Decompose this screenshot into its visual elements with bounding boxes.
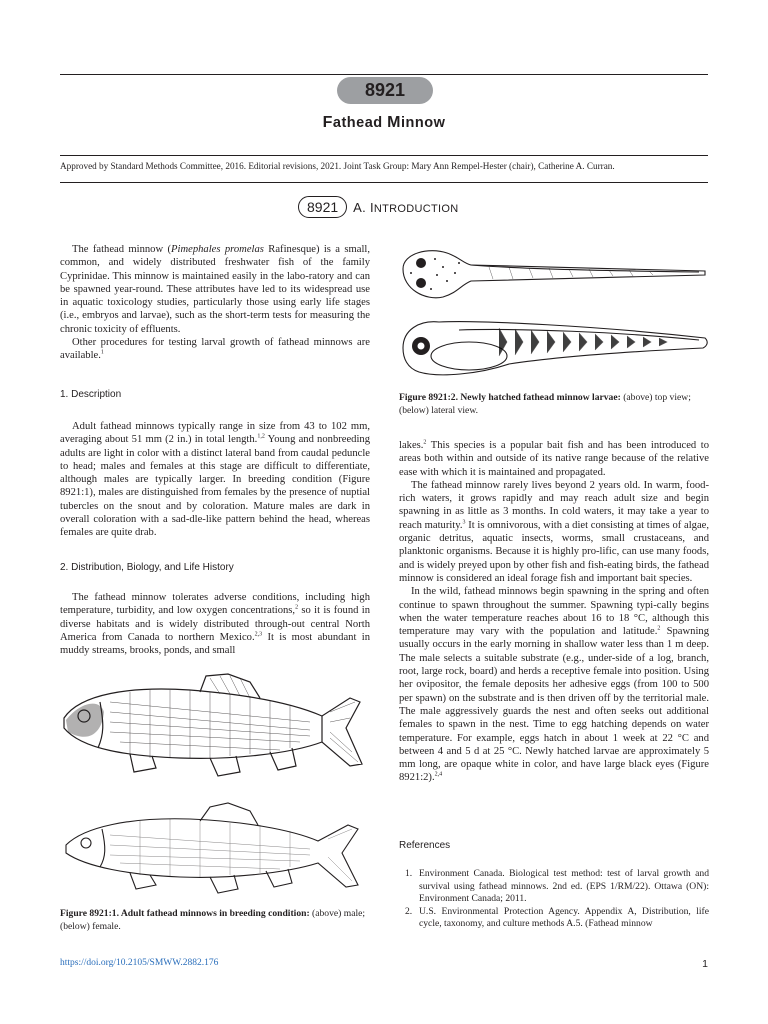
doi-link[interactable]: https://doi.org/10.2105/SMWW.2882.176 — [60, 958, 219, 968]
distribution-text — [60, 591, 370, 657]
description-text — [60, 420, 370, 540]
intro-text — [60, 243, 370, 363]
figure-2-caption: Figure 8921:2. Newly hatched fathead minnow larvae: (above) top view; (below) lateral view. — [399, 392, 691, 416]
section-heading — [298, 196, 458, 220]
references-heading: References — [399, 840, 451, 851]
approval-note: Approved by Standard Methods Committee, 2016. Editorial revisions, 2021. Joint Task Group: Mary Ann Rempel-Hester (chair), Catherine A. Curran. — [60, 161, 615, 171]
life-history-text — [399, 439, 709, 785]
figure-adult-female-fish — [60, 795, 370, 895]
subhead-description: 1. Description — [60, 389, 122, 400]
reference-item: 1. Environment Canada. Biological test method: test of larval growth and survival using fathead minnows. 2nd ed. (EPS 1/RM/22). Ottawa (ON): Environment Canada; 2011. — [405, 868, 709, 904]
figure-adult-male-fish — [60, 672, 370, 782]
method-number-badge: 8921 — [337, 77, 433, 104]
section-title: A. INTRODUCTION — [353, 199, 459, 215]
references-list — [399, 868, 709, 931]
section-number-badge: 8921 — [298, 196, 347, 218]
top-rule — [60, 74, 708, 75]
description-paragraph: Adult fathead minnows typically range in size from 43 to 102 mm, averaging about 51 mm (2 in.) in total length.$^{1,2}$ Young and nonbreeding adults are light in color with a distinct lateral band from caudal peduncle to head; males and females at this stage are difficult to differentiate, although males are typically larger. In breeding condition (Figure 8921:1), males are distinguished from females by the presence of nuptial tubercles on the snout and by coloration. Mature males are dark in overall coloration with a sad-dle-like pattern behind the head, whereas females are quite drab. — [60, 421, 371, 539]
life-history-paragraph-2: The fathead minnow rarely lives beyond 2 years old. In warm, food-rich waters, it grows rapidly and may reach adult size and begin spawning in as little as 3 months. In cold waters, it may take a year to reach maturity.$^3$ It is omnivorous, with a diet consisting at times of algae, organic detritus, aquatic insects, worms, small crustaceans, and planktonic organisms. Because it is highly pro-lific, can use many foods, and is widely preyed upon by other fish and fish-eating birds, the fathead minnow is considered an ideal forage fish and important bait species. — [399, 479, 709, 584]
life-history-paragraph-1: lakes.$^2$ This species is a popular bait fish and has been introduced to areas both within and outside of its native range because of the relative ease with which it is maintained and propagated. — [399, 439, 709, 478]
figure-1-caption: Figure 8921:1. Adult fathead minnows in breeding condition: (above) male; (below) female. — [60, 908, 366, 932]
subhead-distribution: 2. Distribution, Biology, and Life History — [60, 562, 234, 573]
figure-larva-top-view — [399, 245, 713, 305]
intro-paragraph-1: The fathead minnow (Pimephales promelas Rafinesque) is a small, common, and widely distributed freshwater fish of the family Cyprinidae. This minnow is maintained easily in the labo-ratory and can be spawned year-round. These attributes have led to its widespread use in aquatic toxicology studies, particularly those using early life stages (i.e., embryos and larvae), such as the short-term tests for measuring the chronic toxicity of effluents. — [60, 244, 370, 335]
intro-paragraph-2: Other procedures for testing larval growth of fathead minnows are available.$^1$ — [60, 337, 370, 362]
reference-item: 2. U.S. Environmental Protection Agency. Appendix A, Distribution, life cycle, taxonomy, and culture methods A.5. (Fathead minnow — [405, 905, 709, 929]
title-rule — [60, 155, 708, 156]
page-number: 1 — [702, 958, 708, 970]
figure-larva-lateral-view — [399, 312, 713, 382]
life-history-paragraph-3: In the wild, fathead minnows begin spawning in the spring and often continue to spawn throughout the summer. Spawning typi-cally begins when the water temperature reaches about 16 to 18 °C, although this temperature may vary with the population and latitude.$^2$ Spawning usually occurs in the early morning in shallow water less than 1 m deep. The male selects a suitable substrate (e.g., under-side of a log, branch, root, large rock, board) and herds a receptive female into position. Using her ovipositor, the female deposits her adhesive eggs (from 100 to 500 per spawn) on the substrate and is then driven off by the territorial male. The male aggressively guards the nest and often seeks out additional females to spawn in the nest. Time to egg hatching depends on water temperature. For example, eggs hatch in about 1 week at 22 °C and between 4 and 5 d at 25 °C. Newly hatched larvae are approximately 5 mm long, are opaque white in color, and have large black eyes (Figure 8921:2).$^{2,4}$ — [399, 586, 709, 784]
page-title: Fathead Minnow — [322, 114, 446, 131]
distribution-paragraph: The fathead minnow tolerates adverse conditions, including high temperature, turbidity, and low oxygen concentrations,$^2$ so it is found in diverse habitats and is widely distributed through-out central North America from Canada to northern Mexico.$^{2,3}$ It is most abundant in muddy streams, brooks, ponds, and small — [60, 592, 370, 657]
approval-rule — [60, 182, 708, 183]
